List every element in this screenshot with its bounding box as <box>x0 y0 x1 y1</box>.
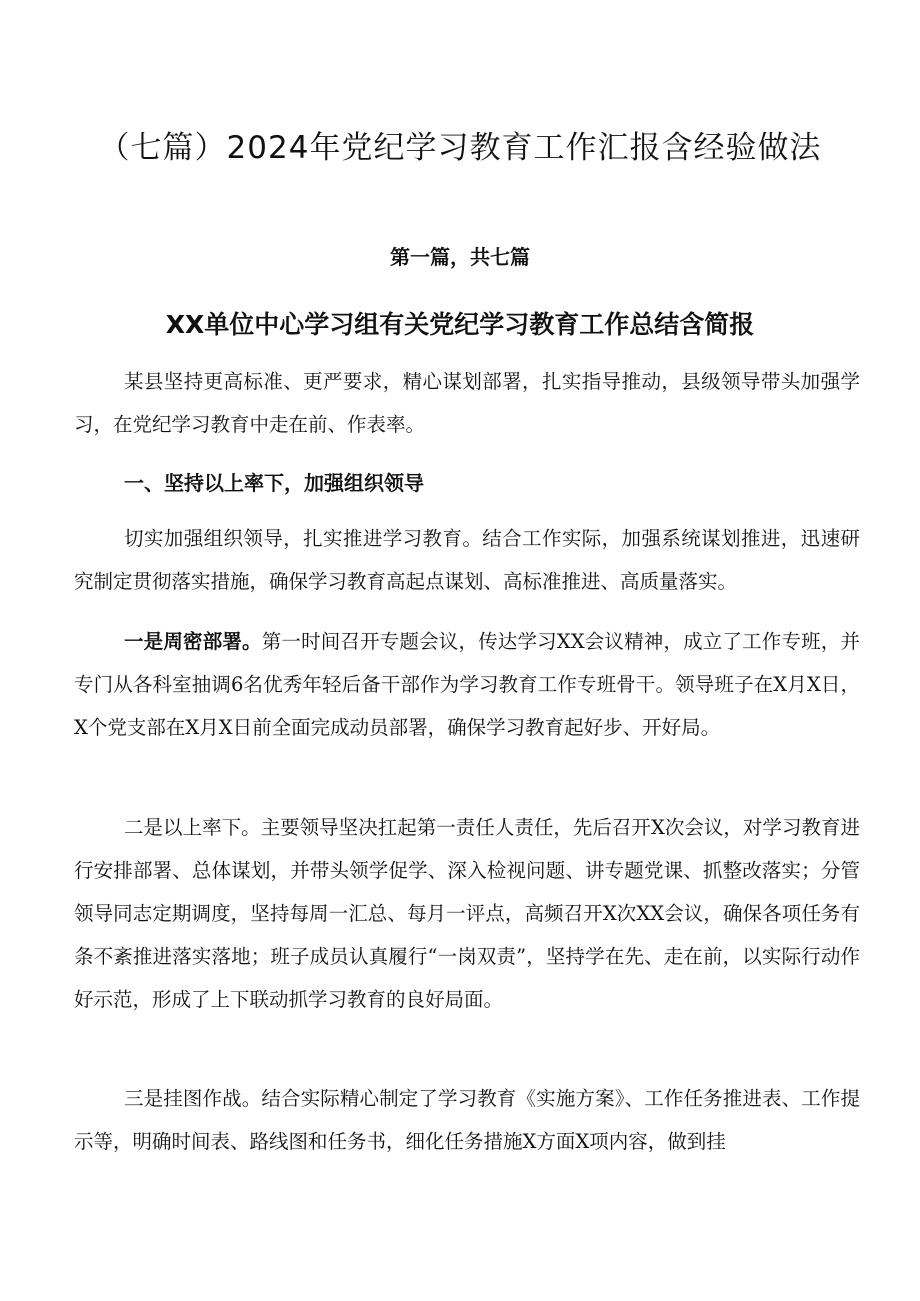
item-paragraph-2: 二是以上率下。主要领导坚决扛起第一责任人责任，先后召开X次会议，对学习教育进行安排部署、总体谋划，并带头领学促学、深入检视问题、讲专题党课、抓整改落实；分管领导同志定期调度，坚持每周一汇总、每月一评点，高频召开X次XX会议，确保各项任务有条不紊推进落实落地；班子成员认真履行“一岗双责”，坚持学在先、走在前，以实际行动作好示范，形成了上下联动抓学习教育的良好局面。 <box>74 816 860 1011</box>
item-paragraph-1 <box>74 620 860 749</box>
item-paragraph-3: 三是挂图作战。结合实际精心制定了学习教育《实施方案》、工作任务推进表、工作提示等，明确时间表、路线图和任务书，细化任务措施X方面X项内容，做到挂 <box>74 1087 860 1153</box>
section-heading: 一、坚持以上率下，加强组织领导 <box>124 471 424 495</box>
document-title: （七篇）2024年党纪学习教育工作汇报含经验做法 <box>98 130 822 166</box>
document-subtitle: XX单位中心学习组有关党纪学习教育工作总结含简报 <box>165 310 755 339</box>
intro-paragraph: 某县坚持更高标准、更严要求，精心谋划部署，扎实指导推动，县级领导带头加强学习，在党纪学习教育中走在前、作表率。 <box>74 370 860 436</box>
section-paragraph: 切实加强组织领导，扎实推进学习教育。结合工作实际，加强系统谋划推进，迅速研究制定贯彻落实措施，确保学习教育高起点谋划、高标准推进、高质量落实。 <box>74 527 860 593</box>
part-label: 第一篇，共七篇 <box>390 245 530 269</box>
item-lead: 一是周密部署。 <box>124 630 262 653</box>
item-text: 第一时间召开专题会议，传达学习XX会议精神，成立了工作专班，并专门从各科室抽调6名优秀年轻后备干部作为学习教育工作专班骨干。领导班子在X月X日，X个党支部在X月X日前全面完成动员部署，确保学习教育起好步、开好局。 <box>74 630 860 739</box>
